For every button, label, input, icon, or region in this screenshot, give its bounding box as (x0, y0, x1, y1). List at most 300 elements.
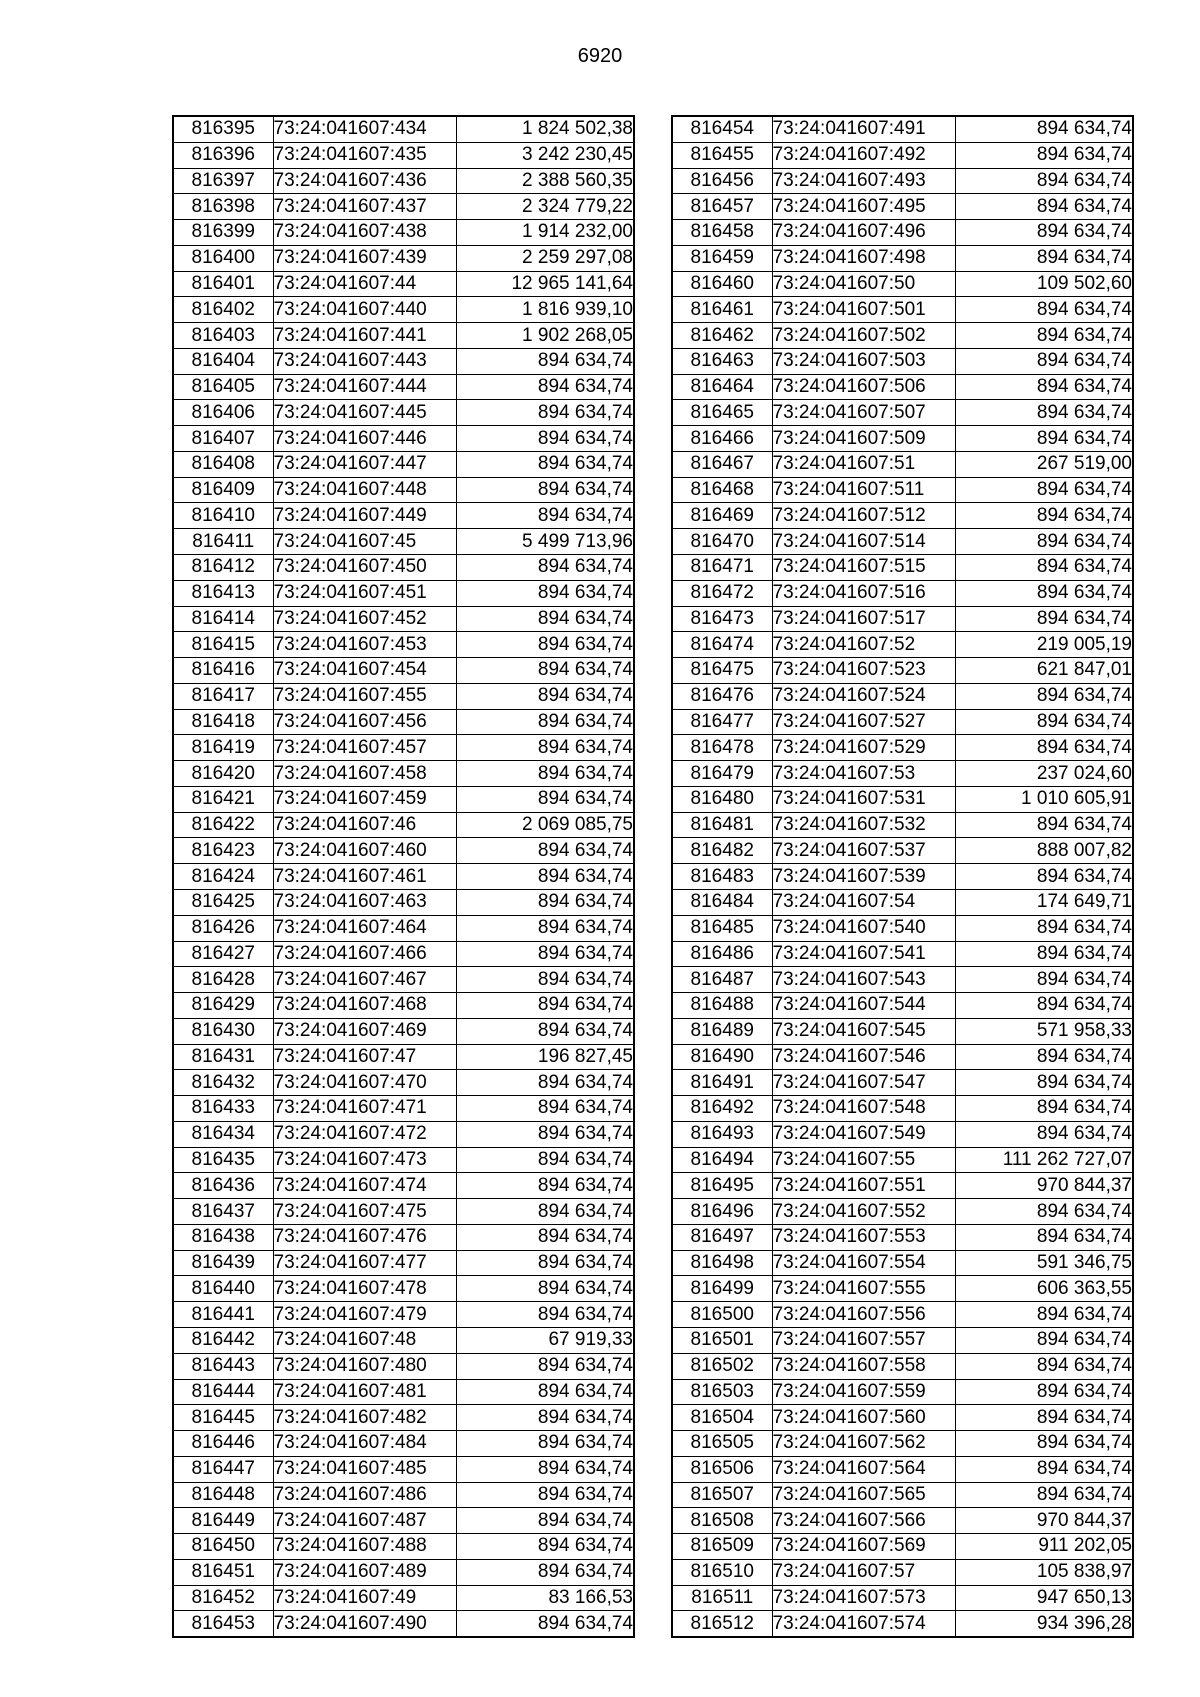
value-cell: 2 069 085,75 (456, 812, 634, 838)
value-cell: 894 634,74 (456, 1147, 634, 1173)
cadastral-number-cell: 73:24:041607:50 (772, 271, 955, 297)
row-id-cell: 816491 (672, 1070, 772, 1096)
value-cell: 894 634,74 (456, 683, 634, 709)
cadastral-number-cell: 73:24:041607:454 (273, 658, 456, 684)
cadastral-number-cell: 73:24:041607:471 (273, 1096, 456, 1122)
cadastral-number-cell: 73:24:041607:554 (772, 1250, 955, 1276)
row-id-cell: 816410 (173, 503, 273, 529)
row-id-cell: 816488 (672, 993, 772, 1019)
cadastral-number-cell: 73:24:041607:435 (273, 142, 456, 168)
cadastral-number-cell: 73:24:041607:529 (772, 735, 955, 761)
row-id-cell: 816484 (672, 889, 772, 915)
table-row (672, 1070, 1133, 1096)
cadastral-number-cell: 73:24:041607:558 (772, 1353, 955, 1379)
cadastral-number-cell: 73:24:041607:524 (772, 683, 955, 709)
row-id-cell: 816461 (672, 297, 772, 323)
table-row (173, 1405, 634, 1431)
row-id-cell: 816434 (173, 1121, 273, 1147)
cadastral-number-cell: 73:24:041607:506 (772, 374, 955, 400)
table-row (173, 761, 634, 787)
row-id-cell: 816506 (672, 1456, 772, 1482)
row-id-cell: 816464 (672, 374, 772, 400)
row-id-cell: 816399 (173, 220, 273, 246)
cadastral-number-cell: 73:24:041607:452 (273, 606, 456, 632)
table-row (672, 1559, 1133, 1585)
cadastral-number-cell: 73:24:041607:541 (772, 941, 955, 967)
value-cell: 894 634,74 (456, 709, 634, 735)
table-row (173, 116, 634, 142)
table-row (173, 658, 634, 684)
table-row (173, 1044, 634, 1070)
row-id-cell: 816476 (672, 683, 772, 709)
table-row (672, 1405, 1133, 1431)
cadastral-number-cell: 73:24:041607:438 (273, 220, 456, 246)
table-row (173, 580, 634, 606)
table-row (672, 400, 1133, 426)
cadastral-number-cell: 73:24:041607:551 (772, 1173, 955, 1199)
row-id-cell: 816409 (173, 477, 273, 503)
cadastral-number-cell: 73:24:041607:489 (273, 1559, 456, 1585)
row-id-cell: 816416 (173, 658, 273, 684)
row-id-cell: 816457 (672, 194, 772, 220)
table-row (173, 1070, 634, 1096)
cadastral-number-cell: 73:24:041607:437 (273, 194, 456, 220)
cadastral-number-cell: 73:24:041607:545 (772, 1018, 955, 1044)
row-id-cell: 816504 (672, 1405, 772, 1431)
row-id-cell: 816417 (173, 683, 273, 709)
table-row (173, 941, 634, 967)
cadastral-number-cell: 73:24:041607:548 (772, 1096, 955, 1122)
value-cell: 267 519,00 (955, 451, 1133, 477)
table-row (672, 374, 1133, 400)
cadastral-number-cell: 73:24:041607:463 (273, 889, 456, 915)
table-row (173, 348, 634, 374)
table-row (173, 297, 634, 323)
row-id-cell: 816443 (173, 1353, 273, 1379)
table-body-right (672, 116, 1133, 1637)
value-cell: 894 634,74 (456, 1431, 634, 1457)
cadastral-number-cell: 73:24:041607:523 (772, 658, 955, 684)
row-id-cell: 816407 (173, 426, 273, 452)
row-id-cell: 816431 (173, 1044, 273, 1070)
cadastral-number-cell: 73:24:041607:556 (772, 1302, 955, 1328)
cadastral-number-cell: 73:24:041607:484 (273, 1431, 456, 1457)
cadastral-number-cell: 73:24:041607:460 (273, 838, 456, 864)
table-row (672, 220, 1133, 246)
value-cell: 894 634,74 (955, 915, 1133, 941)
cadastral-number-cell: 73:24:041607:502 (772, 323, 955, 349)
row-id-cell: 816507 (672, 1482, 772, 1508)
table-row (672, 1353, 1133, 1379)
row-id-cell: 816451 (173, 1559, 273, 1585)
cadastral-number-cell: 73:24:041607:47 (273, 1044, 456, 1070)
row-id-cell: 816455 (672, 142, 772, 168)
value-cell: 571 958,33 (955, 1018, 1133, 1044)
value-cell: 894 634,74 (955, 683, 1133, 709)
cadastral-number-cell: 73:24:041607:480 (273, 1353, 456, 1379)
value-cell: 894 634,74 (456, 477, 634, 503)
row-id-cell: 816512 (672, 1611, 772, 1637)
table-row (173, 838, 634, 864)
table-row (672, 838, 1133, 864)
row-id-cell: 816438 (173, 1224, 273, 1250)
value-cell: 894 634,74 (955, 116, 1133, 142)
value-cell: 894 634,74 (955, 1327, 1133, 1353)
cadastral-number-cell: 73:24:041607:492 (772, 142, 955, 168)
value-cell: 894 634,74 (955, 220, 1133, 246)
table-row (672, 168, 1133, 194)
value-cell: 894 634,74 (456, 555, 634, 581)
row-id-cell: 816395 (173, 116, 273, 142)
table-row (672, 426, 1133, 452)
cadastral-table-left (172, 115, 635, 1638)
cadastral-number-cell: 73:24:041607:53 (772, 761, 955, 787)
cadastral-number-cell: 73:24:041607:552 (772, 1199, 955, 1225)
value-cell: 894 634,74 (456, 838, 634, 864)
row-id-cell: 816425 (173, 889, 273, 915)
row-id-cell: 816447 (173, 1456, 273, 1482)
table-row (672, 116, 1133, 142)
row-id-cell: 816501 (672, 1327, 772, 1353)
table-row (173, 1611, 634, 1637)
value-cell: 3 242 230,45 (456, 142, 634, 168)
row-id-cell: 816422 (173, 812, 273, 838)
value-cell: 894 634,74 (955, 400, 1133, 426)
table-row (672, 1199, 1133, 1225)
cadastral-number-cell: 73:24:041607:546 (772, 1044, 955, 1070)
cadastral-number-cell: 73:24:041607:475 (273, 1199, 456, 1225)
table-row (173, 632, 634, 658)
table-row (672, 1508, 1133, 1534)
value-cell: 947 650,13 (955, 1585, 1133, 1611)
cadastral-number-cell: 73:24:041607:474 (273, 1173, 456, 1199)
cadastral-number-cell: 73:24:041607:544 (772, 993, 955, 1019)
value-cell: 894 634,74 (955, 1456, 1133, 1482)
row-id-cell: 816398 (173, 194, 273, 220)
cadastral-number-cell: 73:24:041607:511 (772, 477, 955, 503)
cadastral-number-cell: 73:24:041607:434 (273, 116, 456, 142)
row-id-cell: 816473 (672, 606, 772, 632)
row-id-cell: 816470 (672, 529, 772, 555)
table-row (672, 1534, 1133, 1560)
row-id-cell: 816405 (173, 374, 273, 400)
value-cell: 894 634,74 (456, 632, 634, 658)
cadastral-number-cell: 73:24:041607:461 (273, 864, 456, 890)
table-row (672, 761, 1133, 787)
row-id-cell: 816403 (173, 323, 273, 349)
cadastral-number-cell: 73:24:041607:444 (273, 374, 456, 400)
value-cell: 894 634,74 (456, 761, 634, 787)
table-row (173, 735, 634, 761)
value-cell: 894 634,74 (456, 606, 634, 632)
table-row (173, 889, 634, 915)
cadastral-number-cell: 73:24:041607:459 (273, 786, 456, 812)
row-id-cell: 816419 (173, 735, 273, 761)
value-cell: 5 499 713,96 (456, 529, 634, 555)
table-row (672, 1276, 1133, 1302)
table-row (672, 245, 1133, 271)
cadastral-number-cell: 73:24:041607:566 (772, 1508, 955, 1534)
row-id-cell: 816503 (672, 1379, 772, 1405)
value-cell: 894 634,74 (955, 812, 1133, 838)
cadastral-number-cell: 73:24:041607:473 (273, 1147, 456, 1173)
table-row (672, 555, 1133, 581)
table-row (173, 1018, 634, 1044)
value-cell: 894 634,74 (955, 580, 1133, 606)
table-row (672, 786, 1133, 812)
table-row (672, 1096, 1133, 1122)
table-row (173, 323, 634, 349)
cadastral-number-cell: 73:24:041607:555 (772, 1276, 955, 1302)
value-cell: 12 965 141,64 (456, 271, 634, 297)
row-id-cell: 816400 (173, 245, 273, 271)
row-id-cell: 816432 (173, 1070, 273, 1096)
cadastral-number-cell: 73:24:041607:501 (772, 297, 955, 323)
cadastral-number-cell: 73:24:041607:57 (772, 1559, 955, 1585)
table-row (672, 812, 1133, 838)
cadastral-number-cell: 73:24:041607:491 (772, 116, 955, 142)
row-id-cell: 816509 (672, 1534, 772, 1560)
cadastral-number-cell: 73:24:041607:467 (273, 967, 456, 993)
row-id-cell: 816421 (173, 786, 273, 812)
value-cell: 894 634,74 (456, 1302, 634, 1328)
cadastral-number-cell: 73:24:041607:485 (273, 1456, 456, 1482)
value-cell: 894 634,74 (955, 1353, 1133, 1379)
table-row (672, 1173, 1133, 1199)
table-row (173, 1173, 634, 1199)
cadastral-number-cell: 73:24:041607:443 (273, 348, 456, 374)
cadastral-number-cell: 73:24:041607:509 (772, 426, 955, 452)
table-row (173, 400, 634, 426)
row-id-cell: 816459 (672, 245, 772, 271)
value-cell: 894 634,74 (456, 786, 634, 812)
table-row (173, 993, 634, 1019)
table-row (672, 580, 1133, 606)
cadastral-number-cell: 73:24:041607:569 (772, 1534, 955, 1560)
value-cell: 894 634,74 (456, 1224, 634, 1250)
row-id-cell: 816415 (173, 632, 273, 658)
table-row (173, 142, 634, 168)
value-cell: 1 816 939,10 (456, 297, 634, 323)
table-row (672, 993, 1133, 1019)
cadastral-number-cell: 73:24:041607:565 (772, 1482, 955, 1508)
table-row (173, 1096, 634, 1122)
value-cell: 894 634,74 (456, 1018, 634, 1044)
cadastral-number-cell: 73:24:041607:559 (772, 1379, 955, 1405)
table-row (672, 1379, 1133, 1405)
value-cell: 894 634,74 (456, 864, 634, 890)
row-id-cell: 816450 (173, 1534, 273, 1560)
value-cell: 894 634,74 (955, 426, 1133, 452)
cadastral-number-cell: 73:24:041607:531 (772, 786, 955, 812)
table-row (173, 1559, 634, 1585)
table-row (672, 1250, 1133, 1276)
value-cell: 894 634,74 (955, 1199, 1133, 1225)
value-cell: 606 363,55 (955, 1276, 1133, 1302)
value-cell: 2 388 560,35 (456, 168, 634, 194)
cadastral-number-cell: 73:24:041607:507 (772, 400, 955, 426)
cadastral-number-cell: 73:24:041607:439 (273, 245, 456, 271)
cadastral-number-cell: 73:24:041607:54 (772, 889, 955, 915)
value-cell: 894 634,74 (955, 503, 1133, 529)
value-cell: 894 634,74 (955, 323, 1133, 349)
cadastral-number-cell: 73:24:041607:490 (273, 1611, 456, 1637)
row-id-cell: 816453 (173, 1611, 273, 1637)
cadastral-number-cell: 73:24:041607:52 (772, 632, 955, 658)
row-id-cell: 816429 (173, 993, 273, 1019)
value-cell: 894 634,74 (456, 400, 634, 426)
row-id-cell: 816413 (173, 580, 273, 606)
table-row (672, 941, 1133, 967)
table-row (173, 709, 634, 735)
cadastral-number-cell: 73:24:041607:539 (772, 864, 955, 890)
row-id-cell: 816472 (672, 580, 772, 606)
row-id-cell: 816449 (173, 1508, 273, 1534)
table-row (173, 1121, 634, 1147)
table-row (672, 1611, 1133, 1637)
row-id-cell: 816478 (672, 735, 772, 761)
value-cell: 83 166,53 (456, 1585, 634, 1611)
value-cell: 894 634,74 (456, 1559, 634, 1585)
row-id-cell: 816494 (672, 1147, 772, 1173)
row-id-cell: 816511 (672, 1585, 772, 1611)
cadastral-number-cell: 73:24:041607:516 (772, 580, 955, 606)
table-row (173, 1302, 634, 1328)
cadastral-number-cell: 73:24:041607:468 (273, 993, 456, 1019)
table-row (672, 477, 1133, 503)
cadastral-number-cell: 73:24:041607:496 (772, 220, 955, 246)
value-cell: 894 634,74 (955, 941, 1133, 967)
value-cell: 219 005,19 (955, 632, 1133, 658)
table-row (672, 1121, 1133, 1147)
table-row (672, 503, 1133, 529)
row-id-cell: 816483 (672, 864, 772, 890)
cadastral-number-cell: 73:24:041607:51 (772, 451, 955, 477)
value-cell: 894 634,74 (955, 374, 1133, 400)
table-row (173, 812, 634, 838)
table-row (173, 1379, 634, 1405)
row-id-cell: 816466 (672, 426, 772, 452)
table-row (672, 451, 1133, 477)
table-row (672, 864, 1133, 890)
row-id-cell: 816448 (173, 1482, 273, 1508)
value-cell: 970 844,37 (955, 1508, 1133, 1534)
row-id-cell: 816480 (672, 786, 772, 812)
table-row (672, 1585, 1133, 1611)
row-id-cell: 816497 (672, 1224, 772, 1250)
table-row (672, 323, 1133, 349)
value-cell: 109 502,60 (955, 271, 1133, 297)
table-row (173, 374, 634, 400)
value-cell: 894 634,74 (456, 1456, 634, 1482)
value-cell: 894 634,74 (456, 348, 634, 374)
table-row (672, 1482, 1133, 1508)
value-cell: 894 634,74 (456, 374, 634, 400)
row-id-cell: 816424 (173, 864, 273, 890)
value-cell: 894 634,74 (955, 864, 1133, 890)
row-id-cell: 816404 (173, 348, 273, 374)
value-cell: 1 010 605,91 (955, 786, 1133, 812)
table-row (672, 1147, 1133, 1173)
table-row (173, 1585, 634, 1611)
value-cell: 894 634,74 (456, 1611, 634, 1637)
cadastral-number-cell: 73:24:041607:48 (273, 1327, 456, 1353)
cadastral-number-cell: 73:24:041607:540 (772, 915, 955, 941)
table-row (173, 1327, 634, 1353)
cadastral-number-cell: 73:24:041607:527 (772, 709, 955, 735)
value-cell: 894 634,74 (955, 555, 1133, 581)
row-id-cell: 816471 (672, 555, 772, 581)
value-cell: 894 634,74 (955, 993, 1133, 1019)
cadastral-number-cell: 73:24:041607:487 (273, 1508, 456, 1534)
row-id-cell: 816508 (672, 1508, 772, 1534)
row-id-cell: 816430 (173, 1018, 273, 1044)
table-row (173, 683, 634, 709)
cadastral-number-cell: 73:24:041607:481 (273, 1379, 456, 1405)
cadastral-number-cell: 73:24:041607:515 (772, 555, 955, 581)
row-id-cell: 816495 (672, 1173, 772, 1199)
row-id-cell: 816475 (672, 658, 772, 684)
value-cell: 894 634,74 (955, 297, 1133, 323)
row-id-cell: 816500 (672, 1302, 772, 1328)
cadastral-number-cell: 73:24:041607:503 (772, 348, 955, 374)
cadastral-number-cell: 73:24:041607:49 (273, 1585, 456, 1611)
table-row (173, 1276, 634, 1302)
value-cell: 894 634,74 (456, 1508, 634, 1534)
row-id-cell: 816493 (672, 1121, 772, 1147)
cadastral-number-cell: 73:24:041607:479 (273, 1302, 456, 1328)
table-row (173, 1431, 634, 1457)
table-row (173, 451, 634, 477)
row-id-cell: 816496 (672, 1199, 772, 1225)
table-row (173, 1199, 634, 1225)
table-row (672, 271, 1133, 297)
cadastral-number-cell: 73:24:041607:450 (273, 555, 456, 581)
value-cell: 894 634,74 (456, 941, 634, 967)
value-cell: 970 844,37 (955, 1173, 1133, 1199)
table-row (672, 606, 1133, 632)
row-id-cell: 816433 (173, 1096, 273, 1122)
cadastral-number-cell: 73:24:041607:457 (273, 735, 456, 761)
cadastral-number-cell: 73:24:041607:557 (772, 1327, 955, 1353)
cadastral-number-cell: 73:24:041607:553 (772, 1224, 955, 1250)
value-cell: 894 634,74 (456, 967, 634, 993)
row-id-cell: 816479 (672, 761, 772, 787)
value-cell: 894 634,74 (456, 889, 634, 915)
table-row (173, 271, 634, 297)
value-cell: 894 634,74 (456, 503, 634, 529)
cadastral-number-cell: 73:24:041607:498 (772, 245, 955, 271)
value-cell: 894 634,74 (456, 1199, 634, 1225)
value-cell: 894 634,74 (456, 1250, 634, 1276)
row-id-cell: 816465 (672, 400, 772, 426)
row-id-cell: 816477 (672, 709, 772, 735)
row-id-cell: 816485 (672, 915, 772, 941)
value-cell: 894 634,74 (955, 1096, 1133, 1122)
cadastral-number-cell: 73:24:041607:537 (772, 838, 955, 864)
cadastral-number-cell: 73:24:041607:44 (273, 271, 456, 297)
value-cell: 1 914 232,00 (456, 220, 634, 246)
value-cell: 105 838,97 (955, 1559, 1133, 1585)
table-row (672, 1456, 1133, 1482)
value-cell: 894 634,74 (456, 580, 634, 606)
row-id-cell: 816452 (173, 1585, 273, 1611)
table-row (173, 1250, 634, 1276)
table-row (173, 1508, 634, 1534)
row-id-cell: 816436 (173, 1173, 273, 1199)
row-id-cell: 816439 (173, 1250, 273, 1276)
value-cell: 911 202,05 (955, 1534, 1133, 1560)
